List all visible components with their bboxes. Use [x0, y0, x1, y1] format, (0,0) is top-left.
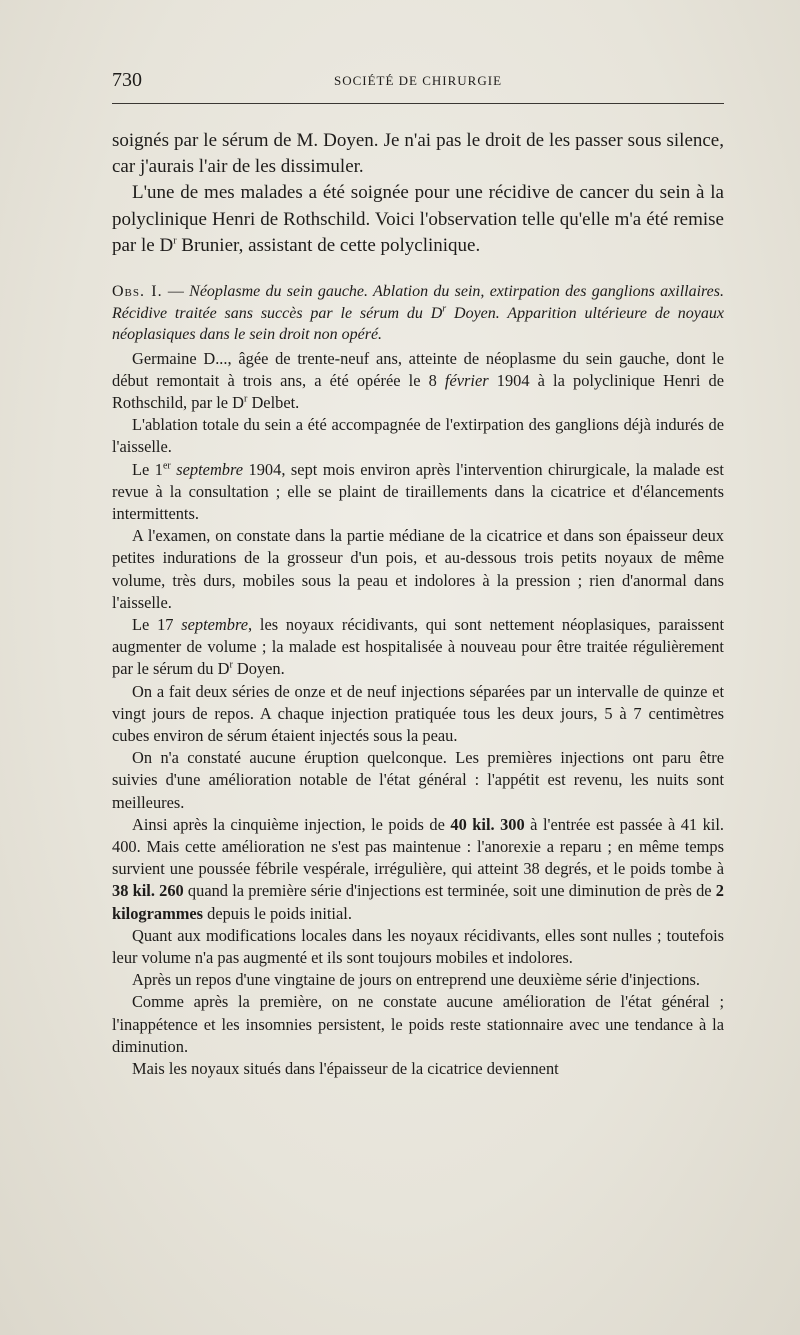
- paragraph: [112, 459, 724, 526]
- paragraph-text: à l'entrée est passée à 41 kil. 400. Mais cette amélioration ne s'est pas maintenue : l'anorexie a reparu ; en même temps survient une poussée fébrile vespérale, irrégulière, qui atteint 38 degrés, et le poids tombe à: [112, 814, 724, 879]
- page-number: 730: [112, 69, 142, 91]
- superscript: r: [442, 303, 447, 315]
- bold-text: 38 kil. 260: [112, 881, 184, 901]
- paragraph: [112, 814, 724, 925]
- italic-text: septembre: [181, 614, 249, 634]
- italic-text: septembre: [170, 459, 244, 479]
- superscript: r: [173, 235, 177, 247]
- paragraph: [112, 414, 724, 458]
- title-text: Néoplasme du sein gauche. Ablation du sein, extirpation des ganglions axillaires. Récidive traitée sans succès par le sérum du D: [112, 283, 725, 322]
- paragraph: [112, 128, 724, 180]
- paragraph: [112, 1058, 724, 1080]
- paragraph: [112, 180, 724, 259]
- page-header: [112, 70, 724, 90]
- paragraph-text: Mais les noyaux situés dans l'épaisseur de la cicatrice deviennent: [132, 1059, 559, 1079]
- paragraph-text: Delbet.: [247, 392, 300, 412]
- paragraph-text: On a fait deux séries de onze et de neuf injections séparées par un intervalle de quinze et vingt jours de repos. A chaque injection pratiquée tous les deux jours, 5 à 7 centimètres cubes environ de sérum étaient injectés sous la peau.: [112, 681, 724, 745]
- spacer: [112, 259, 724, 281]
- paragraph-text: Germaine D..., âgée de trente-neuf ans, atteinte de néoplasme du sein gauche, dont le début remontait à trois ans, a été opérée le 8: [112, 348, 724, 390]
- paragraph: [112, 525, 724, 614]
- paragraph-text: depuis le poids initial.: [203, 903, 352, 923]
- superscript: r: [244, 393, 248, 405]
- running-head: SOCIÉTÉ DE CHIRURGIE: [333, 73, 503, 88]
- paragraph: [112, 747, 724, 814]
- paragraph-text: Doyen.: [232, 659, 285, 679]
- paragraph-text: 1904 à la polyclinique Henri de Rothschild, par le D: [112, 370, 724, 412]
- title-text: Doyen. Apparition ultérieure de noyaux néoplasiques dans le sein droit non opéré.: [112, 304, 725, 344]
- observation-title: [112, 283, 724, 343]
- body-text: [112, 128, 724, 1080]
- observation-label: Obs. I.: [112, 283, 163, 301]
- paragraph-text: L'une de mes malades a été soignée pour une récidive de cancer du sein à la polyclinique Henri de Rothschild. Voici l'observation telle qu'elle m'a été remise par le D: [112, 182, 724, 256]
- paragraph: [112, 925, 724, 969]
- observation-heading: [112, 281, 724, 346]
- paragraph: [112, 969, 724, 991]
- paragraph-text: L'ablation totale du sein a été accompagnée de l'extirpation des ganglions déjà indurés de l'aisselle.: [112, 415, 724, 457]
- bold-text: 2 kilogrammes: [112, 881, 724, 923]
- italic-text: février: [444, 370, 489, 390]
- paragraph: [112, 681, 724, 748]
- paragraph-text: Le 1: [132, 459, 163, 479]
- paragraph-text: quand la première série d'injections est terminée, soit une diminution de près de: [183, 881, 716, 901]
- dash: —: [162, 283, 190, 301]
- paragraph-text: 1904, sept mois environ après l'intervention chirurgicale, la malade est revue à la consultation ; elle se plaint de tiraillements dans la cicatrice et d'élancements intermittents.: [112, 459, 724, 523]
- paragraph-text: Après un repos d'une vingtaine de jours on entreprend une deuxième série d'injections.: [132, 970, 701, 990]
- paragraph-text: soignés par le sérum de M. Doyen. Je n'ai pas le droit de les passer sous silence, car j'aurais l'air de les dissimuler.: [112, 130, 724, 178]
- paragraph-text: A l'examen, on constate dans la partie médiane de la cicatrice et dans son épaisseur deux petites indurations de la grosseur d'un pois, et au-dessous trois petits noyaux de même volume, très durs, mobiles sous la peau et indolores à la pression ; rien d'anormal dans l'aisselle.: [112, 526, 724, 612]
- paragraph-text: Brunier, assistant de cette polyclinique.: [176, 234, 481, 256]
- paragraph: [112, 991, 724, 1058]
- paragraph-text: Quant aux modifications locales dans les noyaux récidivants, elles sont nulles ; toutefois leur volume n'a pas augmenté et ils sont toujours mobiles et indolores.: [112, 925, 724, 967]
- superscript: r: [229, 659, 233, 671]
- superscript: er: [162, 460, 171, 472]
- paragraph: [112, 614, 724, 681]
- paragraph-text: On n'a constaté aucune éruption quelconque. Les premières injections ont paru être suivies d'une amélioration notable de l'état général : l'appétit est revenu, les nuits sont meilleures.: [112, 748, 724, 812]
- paragraph-text: Comme après la première, on ne constate aucune amélioration de l'état général ; l'inappétence et les insomnies persistent, le poids reste stationnaire avec une tendance à la diminution.: [112, 992, 724, 1056]
- paragraph-text: Le 17: [132, 614, 182, 634]
- paragraph-text: Ainsi après la cinquième injection, le poids de: [132, 814, 451, 834]
- header-rule: [112, 103, 724, 104]
- paragraph-text: , les noyaux récidivants, qui sont nettement néoplasiques, paraissent augmenter de volume ; la malade est hospitalisée à nouveau pour être traitée régulièrement par le sérum du D: [112, 614, 725, 679]
- paragraph: [112, 348, 724, 415]
- bold-text: 40 kil. 300: [450, 814, 525, 834]
